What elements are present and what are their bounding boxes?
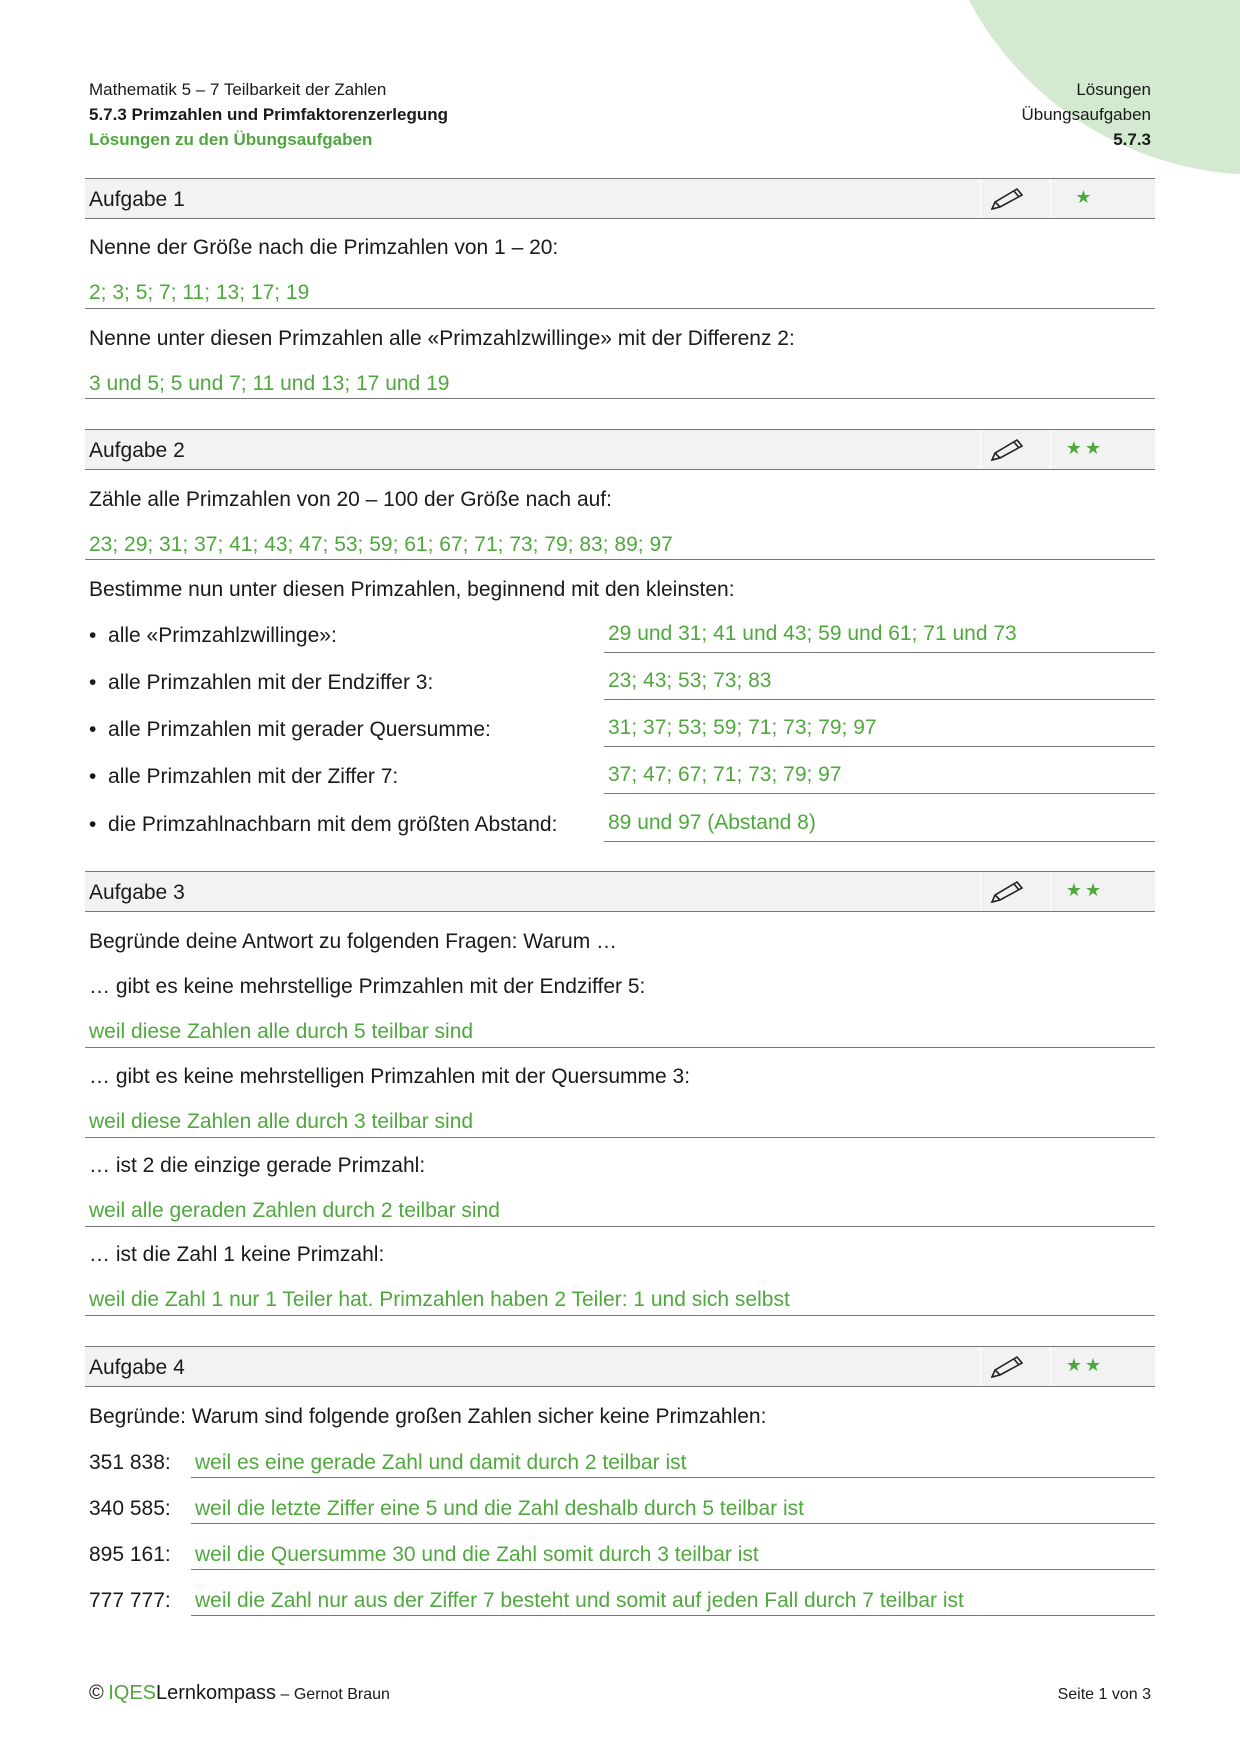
header-right-label-2: Übungsaufgaben	[1021, 105, 1151, 124]
difficulty-stars: ★★	[1065, 880, 1105, 900]
subject-line: Mathematik 5 – 7 Teilbarkeit der Zahlen	[89, 80, 387, 99]
answer-line	[85, 1226, 1155, 1227]
task-3-question-2: … gibt es keine mehrstelligen Primzahlen mit der Quersumme 3:	[89, 1065, 691, 1088]
pencil-icon	[989, 437, 1025, 463]
answer-line	[604, 841, 1155, 842]
task-title: Aufgabe 1	[89, 188, 185, 211]
answer-line	[191, 1569, 1155, 1570]
header-left	[89, 77, 448, 152]
difficulty-stars: ★	[1075, 187, 1095, 207]
item-label: alle Primzahlen mit der Endziffer 3:	[108, 671, 434, 694]
task-4-answer-1: weil es eine gerade Zahl und damit durch 2 teilbar ist	[195, 1451, 687, 1474]
task-title: Aufgabe 4	[89, 1356, 185, 1379]
task-2-item-2-answer: 23; 43; 53; 73; 83	[608, 669, 772, 692]
pencil-icon	[989, 1354, 1025, 1380]
task-2-item-4: • alle Primzahlen mit der Ziffer 7:	[89, 765, 399, 788]
difficulty-stars: ★★	[1065, 1355, 1105, 1375]
task-4-number-2: 340 585:	[89, 1497, 171, 1520]
task-2-question-1: Zähle alle Primzahlen von 20 – 100 der Größe nach auf:	[89, 488, 612, 511]
answer-line	[191, 1523, 1155, 1524]
task-1-answer-2: 3 und 5; 5 und 7; 11 und 13; 17 und 19	[89, 372, 450, 395]
task-2-item-1-answer: 29 und 31; 41 und 43; 59 und 61; 71 und 73	[608, 622, 1017, 645]
answer-line	[85, 1047, 1155, 1048]
topic-line: 5.7.3 Primzahlen und Primfaktorenzerlegung	[89, 105, 448, 124]
footer-brand	[89, 1682, 390, 1705]
task-4-number-4: 777 777:	[89, 1589, 171, 1612]
pencil-icon	[989, 879, 1025, 905]
task-1-answer-1: 2; 3; 5; 7; 11; 13; 17; 19	[89, 281, 310, 304]
task-1-header	[85, 178, 1155, 219]
task-2-question-2: Bestimme nun unter diesen Primzahlen, beginnend mit den kleinsten:	[89, 578, 735, 601]
answer-line	[85, 1315, 1155, 1316]
answer-line	[85, 308, 1155, 309]
task-3-answer-1: weil diese Zahlen alle durch 5 teilbar sind	[89, 1020, 474, 1043]
task-2-answer-1: 23; 29; 31; 37; 41; 43; 47; 53; 59; 61; 67; 71; 73; 79; 83; 89; 97	[89, 533, 673, 556]
bar-divider	[980, 872, 981, 911]
task-2-item-1: • alle «Primzahlzwillinge»:	[89, 624, 337, 647]
copyright-symbol: ©	[89, 1682, 104, 1704]
task-3-question-4: … ist die Zahl 1 keine Primzahl:	[89, 1243, 385, 1266]
task-4-number-1: 351 838:	[89, 1451, 171, 1474]
answer-line	[604, 652, 1155, 653]
task-4-answer-2: weil die letzte Ziffer eine 5 und die Zahl deshalb durch 5 teilbar ist	[195, 1497, 804, 1520]
item-label: alle Primzahlen mit gerader Quersumme:	[108, 718, 491, 741]
item-label: alle «Primzahlzwillinge»:	[108, 624, 337, 647]
task-2-item-3-answer: 31; 37; 53; 59; 71; 73; 79; 97	[608, 716, 877, 739]
task-2-item-4-answer: 37; 47; 67; 71; 73; 79; 97	[608, 763, 842, 786]
header-right	[1021, 77, 1151, 152]
answer-line	[191, 1615, 1155, 1616]
bar-divider	[980, 179, 981, 218]
bar-divider	[980, 430, 981, 469]
answer-line	[191, 1477, 1155, 1478]
task-4-header	[85, 1346, 1155, 1387]
task-2-header	[85, 429, 1155, 470]
item-label: die Primzahlnachbarn mit dem größten Abstand:	[108, 813, 558, 836]
task-3-intro: Begründe deine Antwort zu folgenden Fragen: Warum …	[89, 930, 618, 953]
task-title: Aufgabe 2	[89, 439, 185, 462]
task-title: Aufgabe 3	[89, 881, 185, 904]
task-3-header	[85, 871, 1155, 912]
header-right-label-1: Lösungen	[1076, 80, 1151, 99]
task-3-answer-3: weil alle geraden Zahlen durch 2 teilbar sind	[89, 1199, 500, 1222]
task-2-item-3: • alle Primzahlen mit gerader Quersumme:	[89, 718, 491, 741]
answer-line	[604, 699, 1155, 700]
task-2-item-5-answer: 89 und 97 (Abstand 8)	[608, 811, 816, 834]
answer-line	[85, 398, 1155, 399]
brand-lernkompass: Lernkompass	[156, 1682, 277, 1704]
footer-author: – Gernot Braun	[276, 1686, 390, 1703]
task-3-answer-4: weil die Zahl 1 nur 1 Teiler hat. Primzahlen haben 2 Teiler: 1 und sich selbst	[89, 1288, 790, 1311]
task-3-answer-2: weil diese Zahlen alle durch 3 teilbar sind	[89, 1110, 474, 1133]
difficulty-stars: ★★	[1065, 438, 1105, 458]
solutions-line: Lösungen zu den Übungsaufgaben	[89, 130, 373, 149]
task-4-answer-4: weil die Zahl nur aus der Ziffer 7 besteht und somit auf jeden Fall durch 7 teilbar ist	[195, 1589, 964, 1612]
task-4-number-3: 895 161:	[89, 1543, 171, 1566]
task-2-item-5: • die Primzahlnachbarn mit dem größten Abstand:	[89, 813, 558, 836]
header-right-number: 5.7.3	[1113, 130, 1151, 149]
bar-divider	[980, 1347, 981, 1386]
task-4-answer-3: weil die Quersumme 30 und die Zahl somit durch 3 teilbar ist	[195, 1543, 759, 1566]
answer-line	[85, 559, 1155, 560]
task-2-item-2: • alle Primzahlen mit der Endziffer 3:	[89, 671, 434, 694]
task-3-question-1: … gibt es keine mehrstellige Primzahlen mit der Endziffer 5:	[89, 975, 646, 998]
pencil-icon	[989, 186, 1025, 212]
task-3-question-3: … ist 2 die einzige gerade Primzahl:	[89, 1154, 426, 1177]
task-1-question-1: Nenne der Größe nach die Primzahlen von 1 – 20:	[89, 236, 559, 259]
task-1-question-2: Nenne unter diesen Primzahlen alle «Primzahlzwillinge» mit der Differenz 2:	[89, 327, 795, 350]
brand-iqes: IQES	[108, 1682, 156, 1704]
page-number: Seite 1 von 3	[1057, 1686, 1151, 1703]
task-4-intro: Begründe: Warum sind folgende großen Zahlen sicher keine Primzahlen:	[89, 1405, 767, 1428]
answer-line	[85, 1137, 1155, 1138]
answer-line	[604, 746, 1155, 747]
item-label: alle Primzahlen mit der Ziffer 7:	[108, 765, 399, 788]
answer-line	[604, 793, 1155, 794]
